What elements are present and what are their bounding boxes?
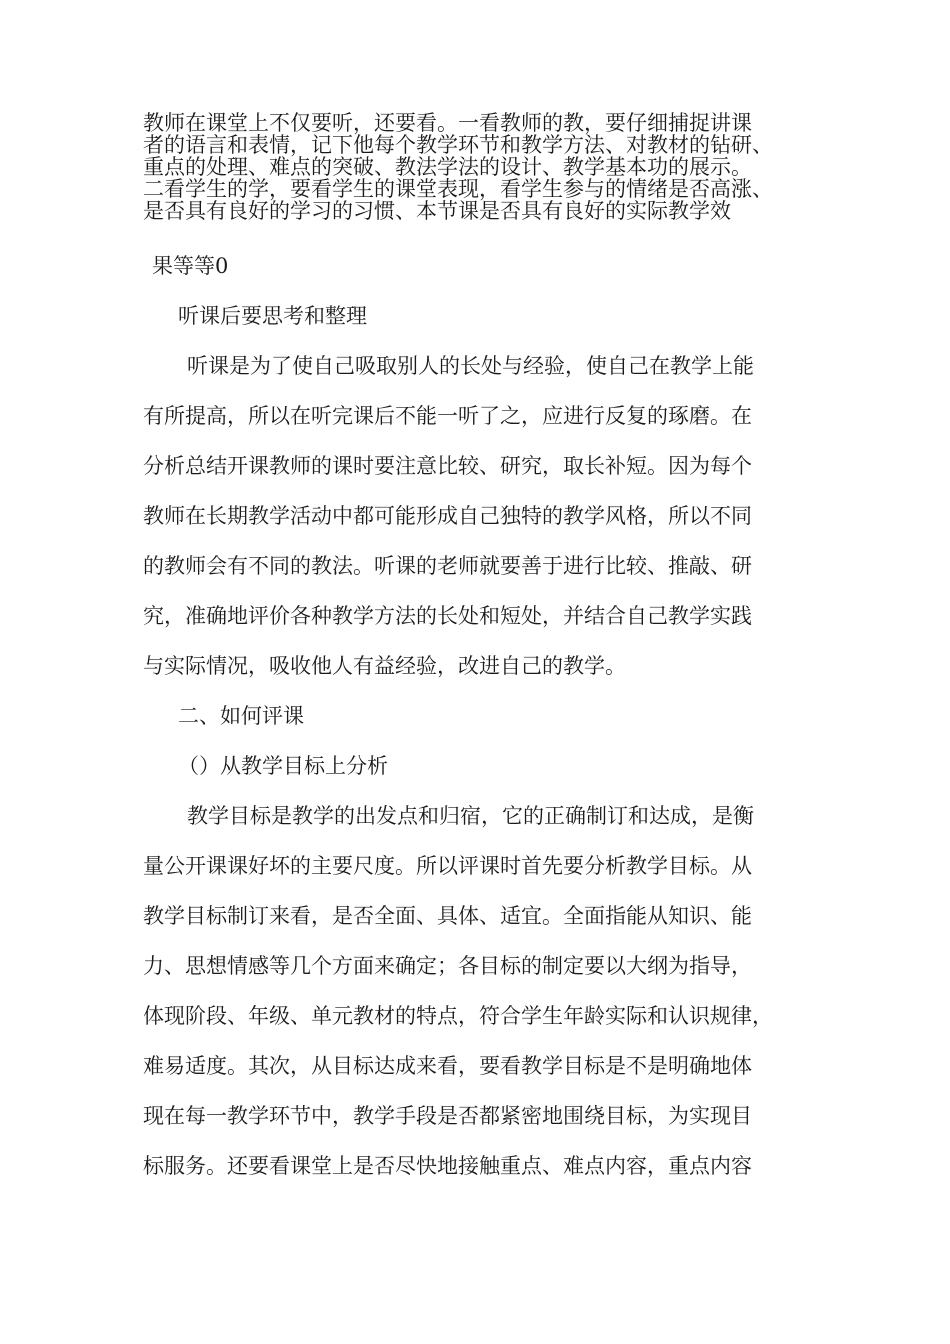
paragraph-objectives	[143, 802, 823, 1202]
paragraph-line: 的教师会有不同的教法。听课的老师就要善于进行比较、推敲、研	[143, 554, 752, 578]
intro-line-1: 教师在课堂上不仅要听，还要看。一看教师的教，要仔细捕捉讲课	[143, 111, 752, 135]
section-heading-evaluate: 二、如何评课	[178, 704, 304, 728]
paragraph-line: 教学目标制订来看，是否全面、具体、适宜。全面指能从知识、能	[143, 904, 752, 928]
intro-line-2: 者的语言和表情，记下他每个教学环节和教学方法、对教材的钻研、	[143, 133, 773, 157]
paragraph-line: 究，准确地评价各种教学方法的长处和短处，并结合自己教学实践	[143, 604, 752, 628]
paragraph-line: 量公开课课好坏的主要尺度。所以评课时首先要分析教学目标。从	[143, 854, 752, 878]
paragraph-line: 听课是为了使自己吸取别人的长处与经验，使自己在教学上能	[187, 354, 754, 378]
paragraph-line: 力、思想情感等几个方面来确定；各目标的制定要以大纲为指导，	[143, 954, 752, 978]
paragraph-line: 分析总结开课教师的课时要注意比较、研究，取长补短。因为每个	[143, 454, 752, 478]
paragraph-line: 标服务。还要看课堂上是否尽快地接触重点、难点内容，重点内容	[143, 1154, 752, 1178]
paragraph-line: 教学目标是教学的出发点和归宿，它的正确制订和达成，是衡	[187, 804, 754, 828]
paragraph-line: 体现阶段、年级、单元教材的特点，符合学生年龄实际和认识规律，	[143, 1004, 773, 1028]
intro-line-5: 是否具有良好的学习的习惯、本节课是否具有良好的实际教学效	[143, 199, 731, 223]
paragraph-line: 难易适度。其次，从目标达成来看，要看教学目标是不是明确地体	[143, 1054, 752, 1078]
intro-line-3: 重点的处理、难点的突破、教法学法的设计、教学基本功的展示。	[143, 155, 752, 179]
paragraph-line: 有所提高，所以在听完课后不能一听了之，应进行反复的琢磨。在	[143, 404, 752, 428]
section-heading-reflect: 听课后要思考和整理	[178, 304, 367, 328]
paragraph-line: 现在每一教学环节中，教学手段是否都紧密地围绕目标，为实现目	[143, 1104, 752, 1128]
subsection-heading-objectives: （）从教学目标上分析	[178, 754, 388, 778]
paragraph-line: 教师在长期教学活动中都可能形成自己独特的教学风格，所以不同	[143, 504, 752, 528]
intro-line-4: 二看学生的学，要看学生的课堂表现，看学生参与的情绪是否高涨、	[143, 177, 773, 201]
intro-paragraph	[143, 112, 823, 222]
paragraph-line: 与实际情况，吸收他人有益经验，改进自己的教学。	[143, 654, 626, 678]
paragraph-reflect	[143, 352, 823, 702]
intro-tail-line: 果等等0	[152, 254, 229, 278]
